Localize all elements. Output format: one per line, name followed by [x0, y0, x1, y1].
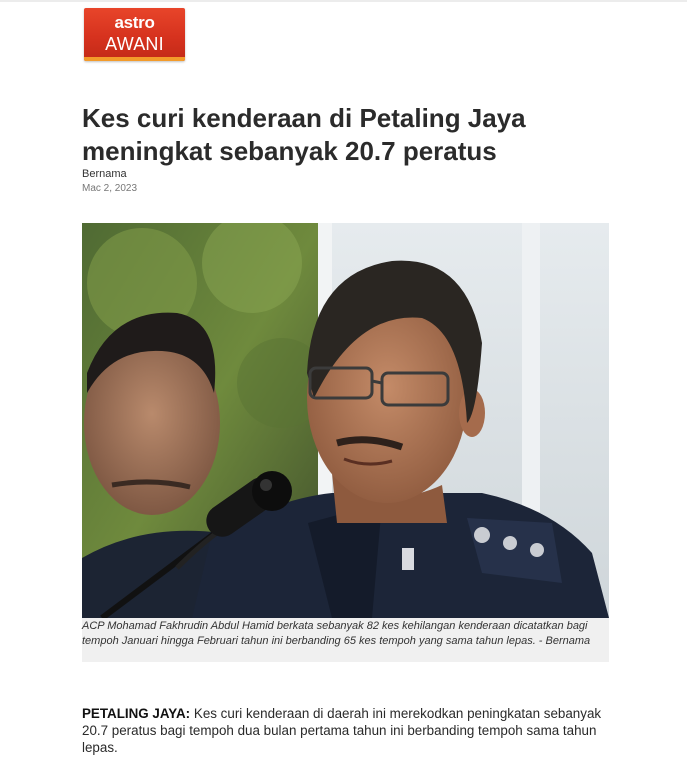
- image-caption: ACP Mohamad Fakhrudin Abdul Hamid berkata sebanyak 82 kes kehilangan kenderaan dicatatkan bagi tempoh Januari hingga Februari tahun ini berbanding 65 kes tempoh yang sama tahun lepas. - Bernama: [82, 620, 591, 647]
- top-divider: [0, 0, 687, 2]
- article-title: Kes curi kenderaan di Petaling Jaya meningkat sebanyak 20.7 peratus: [82, 103, 526, 166]
- logo-text-awani: AWANI: [105, 34, 164, 54]
- logo-text-astro: astro: [114, 13, 155, 32]
- article-author[interactable]: Bernama: [82, 168, 127, 180]
- astro-awani-logo[interactable]: [84, 8, 185, 61]
- lead-text: Kes curi kenderaan di daerah ini merekodkan peningkatan sebanyak 20.7 peratus bagi tempoh dua bulan pertama tahun ini berbanding tempoh sama tahun lepas.: [82, 706, 602, 755]
- article-lead-paragraph: [82, 705, 617, 756]
- logo-accent-band: [84, 57, 185, 61]
- article-photo: [82, 223, 609, 618]
- lead-dateline: PETALING JAYA:: [82, 706, 191, 721]
- article-date: Mac 2, 2023: [82, 183, 138, 194]
